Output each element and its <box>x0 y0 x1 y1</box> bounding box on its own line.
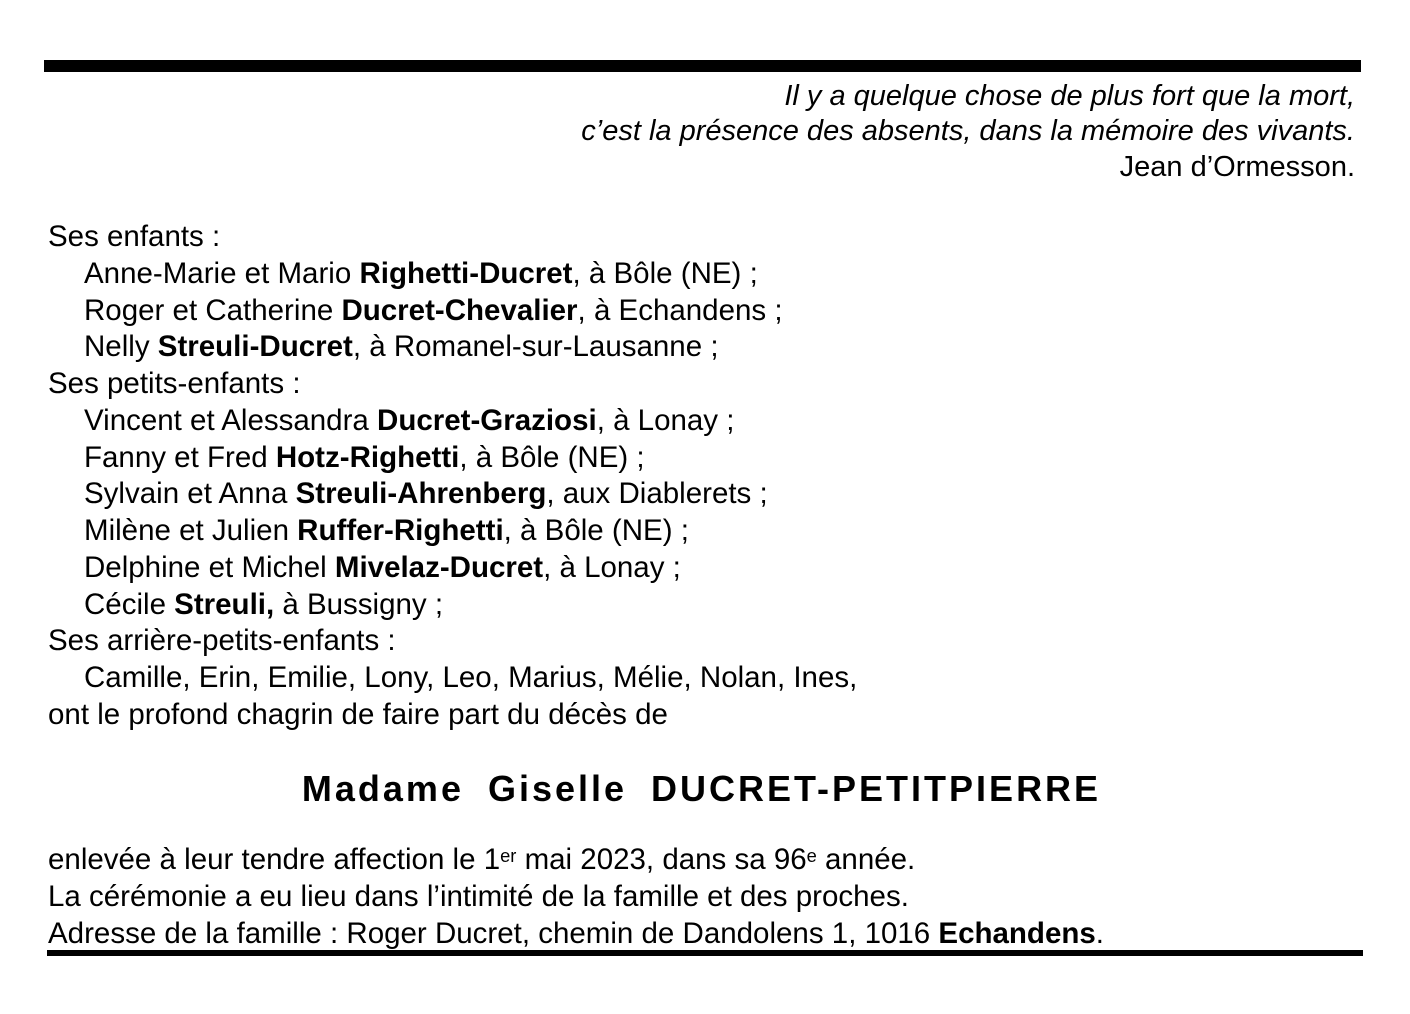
child-row <box>48 293 1355 330</box>
child-row <box>48 256 1355 293</box>
children-header: Ses enfants : <box>48 220 221 253</box>
grandchild-prefix: Vincent et Alessandra <box>84 403 378 437</box>
address-part1: Adresse de la famille : Roger Ducret, chemin de Dandolens 1, 1016 <box>48 916 939 950</box>
grandchild-location: , à Bôle (NE) ; <box>459 440 645 474</box>
ordinal-e: e <box>806 845 817 867</box>
grandchild-prefix: Cécile <box>84 587 175 621</box>
grandchild-surname: Streuli-Ahrenberg <box>295 477 547 511</box>
grandchild-location: , à Lonay ; <box>596 403 735 437</box>
family-announcement-block <box>48 219 1355 734</box>
great-grandchildren-header: Ses arrière-petits-enfants : <box>48 624 396 658</box>
bottom-divider-rule <box>47 950 1363 956</box>
announcement-line: ont le profond chagrin de faire part du décès de <box>48 697 668 731</box>
address-line <box>48 916 1355 953</box>
grandchild-surname: Mivelaz-Ducret <box>334 550 544 584</box>
grandchild-row <box>48 440 1355 477</box>
child-location: , à Echandens ; <box>577 293 783 327</box>
quote-block <box>581 79 1355 185</box>
address-period: . <box>1095 916 1104 950</box>
death-date-part1: enlevée à leur tendre affection le 1 <box>48 843 501 876</box>
grandchild-row <box>48 513 1355 550</box>
death-date-part2: mai 2023, dans sa 96 <box>516 843 807 876</box>
death-date-line <box>48 842 1355 879</box>
top-divider-rule <box>44 60 1361 72</box>
death-date-part3: année. <box>816 843 916 876</box>
child-location: , à Romanel-sur-Lausanne ; <box>352 330 719 364</box>
child-prefix: Nelly <box>84 330 158 364</box>
child-prefix: Roger et Catherine <box>84 293 342 327</box>
grandchild-location: à Bussigny ; <box>274 587 444 621</box>
grandchild-surname: Hotz-Righetti <box>275 440 460 474</box>
grandchild-surname: Ducret-Graziosi <box>377 403 597 437</box>
child-prefix: Anne-Marie et Mario <box>84 256 360 290</box>
child-location: , à Bôle (NE) ; <box>572 256 758 290</box>
child-row <box>48 329 1355 366</box>
grandchild-location: , à Lonay ; <box>543 550 681 584</box>
ceremony-line: La cérémonie a eu lieu dans l’intimité de la famille et des proches. <box>48 879 909 913</box>
quote-line-2: c’est la présence des absents, dans la mémoire des vivants. <box>581 114 1355 147</box>
grandchild-row <box>48 403 1355 440</box>
grandchild-location: , à Bôle (NE) ; <box>503 514 689 547</box>
grandchild-surname: Streuli, <box>174 587 275 621</box>
grandchild-row <box>48 476 1355 513</box>
ordinal-er: er <box>500 845 517 867</box>
child-surname: Ducret-Chevalier <box>341 293 578 327</box>
deceased-name-title: Madame Giselle DUCRET-PETITPIERRE <box>301 768 1102 809</box>
grandchild-prefix: Milène et Julien <box>84 514 298 547</box>
grandchild-location: , aux Diablerets ; <box>546 477 768 511</box>
quote-attribution: Jean d’Ormesson. <box>1119 151 1355 183</box>
closing-block <box>48 842 1355 952</box>
grandchild-prefix: Sylvain et Anna <box>84 477 296 511</box>
grandchild-surname: Ruffer-Righetti <box>297 514 504 547</box>
grandchild-row <box>48 550 1355 587</box>
grandchildren-header: Ses petits-enfants : <box>48 367 301 400</box>
address-city: Echandens <box>938 916 1096 950</box>
grandchild-prefix: Delphine et Michel <box>84 550 335 584</box>
grandchild-prefix: Fanny et Fred <box>84 440 276 474</box>
child-surname: Streuli-Ducret <box>157 330 353 364</box>
child-surname: Righetti-Ducret <box>359 256 573 290</box>
grandchild-row <box>48 587 1355 624</box>
quote-line-1: Il y a quelque chose de plus fort que la mort, <box>784 80 1355 112</box>
great-grandchildren-names: Camille, Erin, Emilie, Lony, Leo, Marius, Mélie, Nolan, Ines, <box>84 661 858 694</box>
